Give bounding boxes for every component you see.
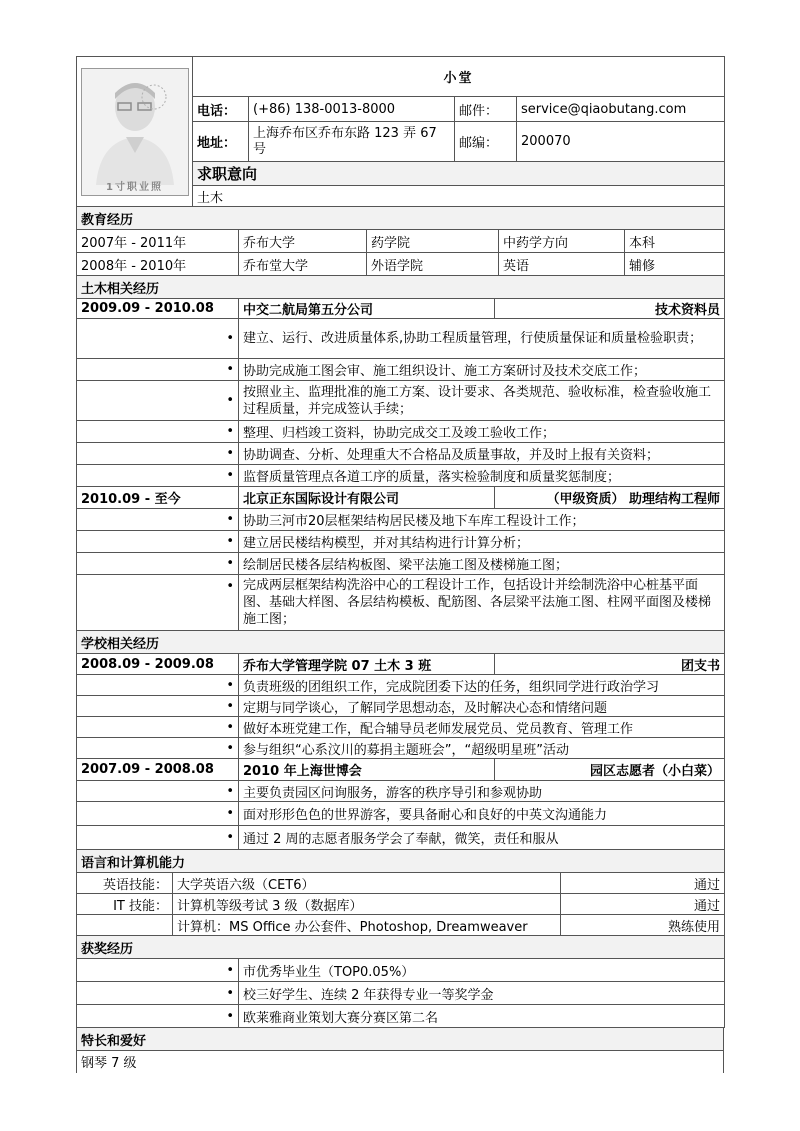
education-row (77, 230, 725, 253)
job-duty (77, 575, 725, 631)
job-duty (77, 781, 725, 802)
bullet: • (77, 359, 239, 381)
edu-period: 2008年 - 2010年 (77, 253, 239, 276)
bullet: • (77, 319, 239, 359)
photo-caption: 1寸职业照 (106, 181, 163, 193)
job-duty (77, 509, 725, 531)
job-duty (77, 319, 725, 359)
job-org: 北京正东国际设计有限公司 (239, 487, 495, 509)
edu-college: 外语学院 (367, 253, 499, 276)
job-header (77, 299, 725, 319)
bullet: • (77, 959, 239, 982)
person-silhouette-icon (82, 69, 188, 195)
skill-row (77, 915, 725, 936)
skill-level: 熟练使用 (561, 915, 725, 936)
job-duty (77, 802, 725, 826)
hobbies-value: 钢琴 7 级 (77, 1051, 724, 1073)
skill-category (77, 915, 173, 936)
bullet: • (77, 381, 239, 421)
bullet: • (77, 531, 239, 553)
school-heading: 学校相关经历 (77, 631, 725, 654)
bullet: • (77, 465, 239, 487)
edu-school: 乔布堂大学 (239, 253, 367, 276)
award-row (77, 982, 725, 1005)
awards-table (76, 935, 725, 1028)
resume-page (76, 56, 724, 1073)
duty-text: 做好本班党建工作，配合辅导员老师发展党员、党员教育、管理工作 (239, 717, 725, 738)
skill-category: IT 技能： (77, 894, 173, 915)
objective-heading: 求职意向 (193, 162, 725, 186)
job-duty (77, 696, 725, 717)
bullet: • (77, 443, 239, 465)
edu-major: 中药学方向 (499, 230, 625, 253)
award-text: 校三好学生、连续 2 年获得专业一等奖学金 (239, 982, 725, 1005)
phone-value: (+86) 138-0013-8000 (249, 97, 455, 122)
award-row (77, 959, 725, 982)
job-org: 中交二航局第五分公司 (239, 299, 495, 319)
awards-heading: 获奖经历 (77, 936, 725, 959)
award-text: 市优秀毕业生（TOP0.05%） (239, 959, 725, 982)
job-duty (77, 826, 725, 850)
job-duty (77, 738, 725, 759)
school-experience-table (76, 630, 725, 850)
job-period: 2007.09 - 2008.08 (77, 759, 239, 781)
edu-school: 乔布大学 (239, 230, 367, 253)
zip-label: 邮编： (455, 122, 517, 162)
bullet: • (77, 982, 239, 1005)
job-duty (77, 465, 725, 487)
duty-text: 定期与同学谈心，了解同学思想动态，及时解决心态和情绪问题 (239, 696, 725, 717)
photo-cell (77, 57, 193, 207)
edu-college: 药学院 (367, 230, 499, 253)
education-heading: 教育经历 (77, 207, 725, 230)
candidate-name: 小堂 (193, 57, 725, 97)
award-text: 欧莱雅商业策划大赛分赛区第二名 (239, 1005, 725, 1028)
duty-text: 完成两层框架结构洗浴中心的工程设计工作，包括设计并绘制洗浴中心桩基平面图、基础大样图、各层结构模板、配筋图、各层梁平法施工图、柱网平面图及楼梯施工图； (239, 575, 725, 631)
skill-detail: 计算机：MS Office 办公套件、Photoshop, Dreamweaver (173, 915, 561, 936)
edu-degree: 辅修 (625, 253, 725, 276)
duty-text: 面对形形色色的世界游客，要具备耐心和良好的中英文沟通能力 (239, 802, 725, 826)
duty-text: 通过 2 周的志愿者服务学会了奉献，微笑，责任和服从 (239, 826, 725, 850)
job-duty (77, 531, 725, 553)
duty-text: 绘制居民楼各层结构板图、梁平法施工图及楼梯施工图； (239, 553, 725, 575)
job-role: 团支书 (495, 654, 725, 675)
duty-text: 整理、归档竣工资料，协助完成交工及竣工验收工作； (239, 421, 725, 443)
skills-heading: 语言和计算机能力 (77, 850, 725, 873)
edu-period: 2007年 - 2011年 (77, 230, 239, 253)
bullet: • (77, 1005, 239, 1028)
duty-text: 按照业主、监理批准的施工方案、设计要求、各类规范、验收标准，检查验收施工过程质量，并完成签认手续； (239, 381, 725, 421)
duty-text: 参与组织“心系汶川的募捐主题班会”，“超级明星班”活动 (239, 738, 725, 759)
bullet: • (77, 509, 239, 531)
bullet: • (77, 826, 239, 850)
hobbies-table (76, 1027, 724, 1073)
duty-text: 建立、运行、改进质量体系,协助工程质量管理，行使质量保证和质量检验职责； (239, 319, 725, 359)
job-org: 2010 年上海世博会 (239, 759, 495, 781)
education-row (77, 253, 725, 276)
award-row (77, 1005, 725, 1028)
bullet: • (77, 717, 239, 738)
bullet: • (77, 575, 239, 631)
skill-detail: 计算机等级考试 3 级（数据库） (173, 894, 561, 915)
edu-degree: 本科 (625, 230, 725, 253)
job-duty (77, 443, 725, 465)
bullet: • (77, 675, 239, 696)
job-duty (77, 359, 725, 381)
bullet: • (77, 553, 239, 575)
job-role: 技术资料员 (495, 299, 725, 319)
job-period: 2008.09 - 2009.08 (77, 654, 239, 675)
duty-text: 负责班级的团组织工作，完成院团委下达的任务，组织同学进行政治学习 (239, 675, 725, 696)
job-duty (77, 381, 725, 421)
duty-text: 协助调查、分析、处理重大不合格品及质量事故，并及时上报有关资料； (239, 443, 725, 465)
job-duty (77, 553, 725, 575)
skill-row (77, 894, 725, 915)
email-value: service@qiaobutang.com (517, 97, 725, 122)
email-label: 邮件： (455, 97, 517, 122)
duty-text: 协助三河市20层框架结构居民楼及地下车库工程设计工作； (239, 509, 725, 531)
bullet: • (77, 696, 239, 717)
job-header (77, 654, 725, 675)
bullet: • (77, 738, 239, 759)
duty-text: 监督质量管理点各道工序的质量，落实检验制度和质量奖惩制度； (239, 465, 725, 487)
duty-text: 建立居民楼结构模型，并对其结构进行计算分析； (239, 531, 725, 553)
skills-table (76, 849, 725, 936)
skill-category: 英语技能： (77, 873, 173, 894)
bullet: • (77, 802, 239, 826)
job-role: （甲级资质） 助理结构工程师 (495, 487, 725, 509)
job-role: 园区志愿者（小白菜） (495, 759, 725, 781)
job-header (77, 759, 725, 781)
profile-photo (81, 68, 189, 196)
job-period: 2009.09 - 2010.08 (77, 299, 239, 319)
skill-row (77, 873, 725, 894)
edu-major: 英语 (499, 253, 625, 276)
civil-experience-table (76, 275, 725, 631)
skill-level: 通过 (561, 873, 725, 894)
education-table (76, 206, 725, 276)
job-duty (77, 675, 725, 696)
hobbies-heading: 特长和爱好 (77, 1028, 724, 1051)
job-period: 2010.09 - 至今 (77, 487, 239, 509)
duty-text: 协助完成施工图会审、施工组织设计、施工方案研讨及技术交底工作； (239, 359, 725, 381)
bullet: • (77, 421, 239, 443)
skill-level: 通过 (561, 894, 725, 915)
bullet: • (77, 781, 239, 802)
job-org: 乔布大学管理学院 07 土木 3 班 (239, 654, 495, 675)
header-table (76, 56, 725, 207)
phone-label: 电话： (193, 97, 249, 122)
duty-text: 主要负责园区问询服务，游客的秩序导引和参观协助 (239, 781, 725, 802)
zip-value: 200070 (517, 122, 725, 162)
skill-detail: 大学英语六级（CET6） (173, 873, 561, 894)
address-value: 上海乔布区乔布东路 123 弄 67 号 (249, 122, 455, 162)
job-duty (77, 717, 725, 738)
job-duty (77, 421, 725, 443)
civil-heading: 土木相关经历 (77, 276, 725, 299)
objective-value: 土木 (193, 186, 725, 207)
job-header (77, 487, 725, 509)
address-label: 地址： (193, 122, 249, 162)
